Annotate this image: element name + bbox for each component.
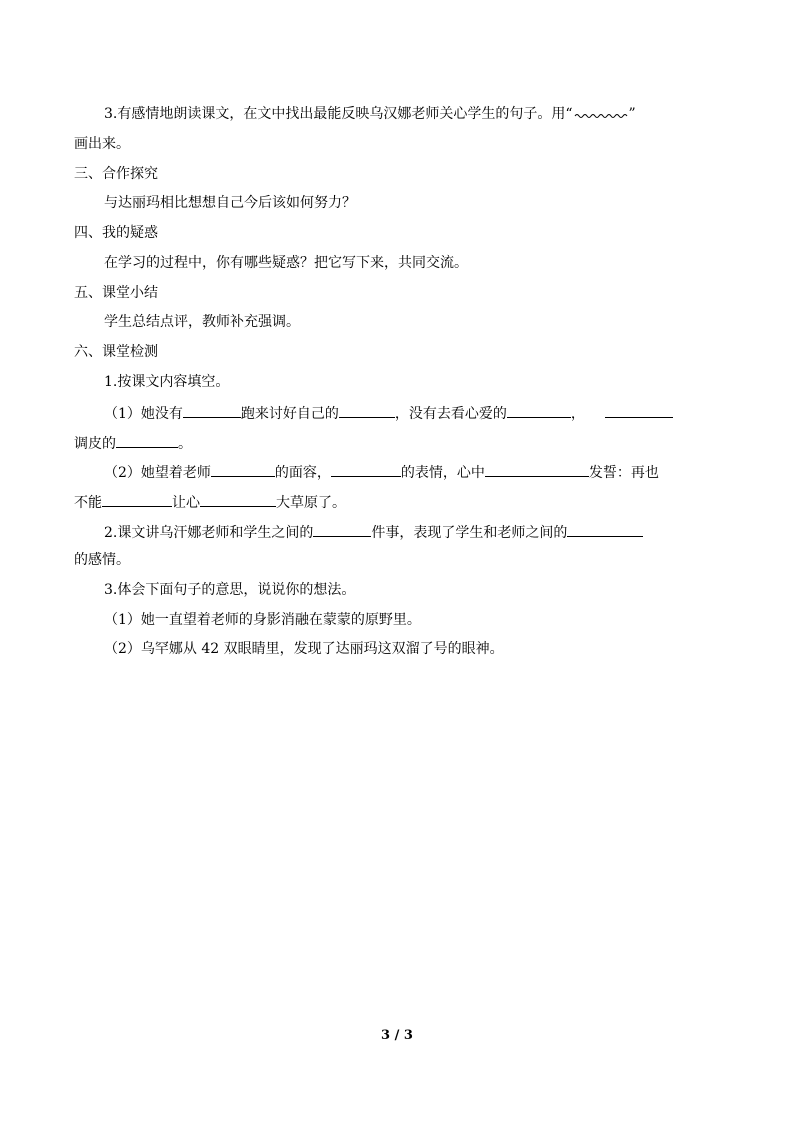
- section-3-text: 与达丽玛相比想想自己今后该如何努力？: [104, 195, 356, 211]
- task-1-item-2-continuation: 不能 让心 大草原了。: [74, 492, 346, 512]
- section-6-heading: 六、课堂检测: [74, 344, 158, 360]
- fill-blank[interactable]: [507, 403, 571, 418]
- fill-blank[interactable]: [313, 522, 371, 537]
- fill-blank[interactable]: [211, 462, 275, 477]
- section-4-text: 在学习的过程中，你有哪些疑惑？把它写下来，共同交流。: [104, 255, 468, 271]
- fill-blank[interactable]: [485, 462, 589, 477]
- question-3-continuation: 画出来。: [74, 136, 130, 152]
- task-1-item-2: （2）她望着老师 的面容， 的表情，心中 发誓：再也: [104, 462, 659, 482]
- fill-blank[interactable]: [339, 403, 395, 418]
- fill-blank[interactable]: [102, 492, 172, 507]
- section-4-heading: 四、我的疑惑: [74, 225, 158, 241]
- fill-blank[interactable]: [200, 492, 276, 507]
- fill-blank[interactable]: [567, 522, 643, 537]
- task-3-sentence-2: （2）乌罕娜从 42 双眼睛里，发现了达丽玛这双溜了号的眼神。: [104, 641, 504, 657]
- section-5-text: 学生总结点评，教师补充强调。: [104, 314, 300, 330]
- task-3-instruction: 3.体会下面句子的意思，说说你的想法。: [104, 582, 356, 598]
- task-1-item-1-continuation: 调皮的 。: [74, 433, 192, 453]
- wavy-underline-icon: [573, 106, 629, 118]
- question-3-instruction: 3.有感情地朗读课文，在文中找出最能反映乌汉娜老师关心学生的句子。用“ ”: [104, 106, 636, 122]
- task-2-continuation: 的感情。: [74, 552, 130, 568]
- fill-blank[interactable]: [331, 462, 401, 477]
- task-2-question: 2.课文讲乌汗娜老师和学生之间的 件事，表现了学生和老师之间的: [104, 522, 643, 542]
- fill-blank[interactable]: [116, 433, 178, 448]
- task-1-item-1: （1）她没有 跑来讨好自己的 ，没有去看心爱的 ，: [104, 403, 673, 423]
- fill-blank[interactable]: [183, 403, 241, 418]
- task-1-instruction: 1.按课文内容填空。: [104, 374, 230, 390]
- fill-blank[interactable]: [605, 403, 673, 418]
- task-3-sentence-1: （1）她一直望着老师的身影消融在蒙蒙的原野里。: [104, 612, 421, 628]
- page-number: 3 / 3: [381, 1028, 413, 1043]
- section-5-heading: 五、课堂小结: [74, 285, 158, 301]
- section-3-heading: 三、合作探究: [74, 166, 158, 182]
